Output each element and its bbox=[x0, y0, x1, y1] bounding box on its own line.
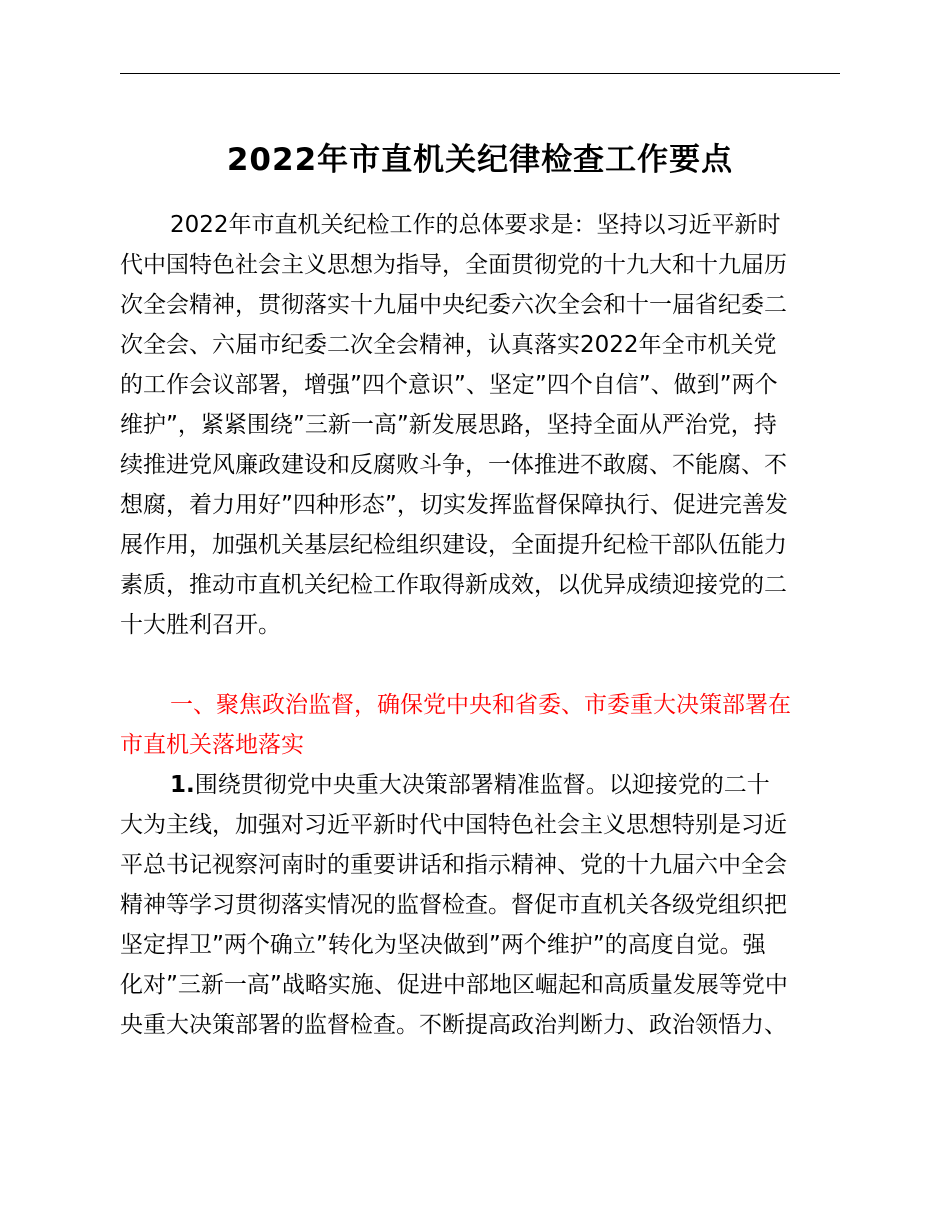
document-title: 2022年市直机关纪律检查工作要点 bbox=[226, 142, 734, 178]
paragraph-line: 2022年市直机关纪检工作的总体要求是：坚持以习近平新时 bbox=[170, 212, 781, 238]
paragraph-line: 次全会、六届市纪委二次全会精神，认真落实2022年全市机关党 bbox=[120, 332, 777, 358]
heading-line: 市直机关落地落实 bbox=[120, 732, 304, 758]
paragraph-line: 精神等学习贯彻落实情况的监督检查。督促市直机关各级党组织把 bbox=[120, 892, 787, 918]
paragraph-line: 维护”，紧紧围绕”三新一高”新发展思路，坚持全面从严治党，持 bbox=[120, 412, 777, 438]
paragraph-line: 想腐，着力用好”四种形态”，切实发挥监督保障执行、促进完善发 bbox=[120, 492, 788, 518]
paragraph-line: 坚定捍卫”两个确立”转化为坚决做到”两个维护”的高度自觉。强 bbox=[120, 932, 766, 958]
paragraph-line: 十大胜利召开。 bbox=[120, 612, 281, 638]
paragraph-item-1 bbox=[120, 765, 840, 1045]
paragraph-line: 化对”三新一高”战略实施、促进中部地区崛起和高质量发展等党中 bbox=[120, 972, 788, 998]
paragraph-line: 央重大决策部署的监督检查。不断提高政治判断力、政治领悟力、 bbox=[120, 1012, 787, 1038]
paragraph-line: 展作用，加强机关基层纪检组织建设，全面提升纪检干部队伍能力 bbox=[120, 532, 787, 558]
item-first-line bbox=[120, 765, 840, 805]
paragraph-line: 的工作会议部署，增强”四个意识”、坚定”四个自信”、做到”两个 bbox=[120, 372, 778, 398]
paragraph-general-requirements bbox=[120, 205, 840, 645]
item-number: 1. bbox=[170, 772, 195, 798]
paragraph-line: 素质，推动市直机关纪检工作取得新成效，以优异成绩迎接党的二 bbox=[120, 572, 787, 598]
paragraph-line: 次全会精神，贯彻落实十九届中央纪委六次全会和十一届省纪委二 bbox=[120, 292, 787, 318]
paragraph-line: 续推进党风廉政建设和反腐败斗争，一体推进不敢腐、不能腐、不 bbox=[120, 452, 787, 478]
paragraph-line: 平总书记视察河南时的重要讲话和指示精神、党的十九届六中全会 bbox=[120, 852, 787, 878]
heading-line: 一、聚焦政治监督，确保党中央和省委、市委重大决策部署在 bbox=[170, 692, 791, 718]
section-heading-1 bbox=[120, 685, 840, 765]
paragraph-line: 代中国特色社会主义思想为指导，全面贯彻党的十九大和十九届历 bbox=[120, 252, 787, 278]
header-rule bbox=[120, 73, 840, 74]
paragraph-line: 大为主线，加强对习近平新时代中国特色社会主义思想特别是习近 bbox=[120, 812, 787, 838]
item-first-line-text: 围绕贯彻党中央重大决策部署精准监督。以迎接党的二十 bbox=[194, 772, 770, 798]
